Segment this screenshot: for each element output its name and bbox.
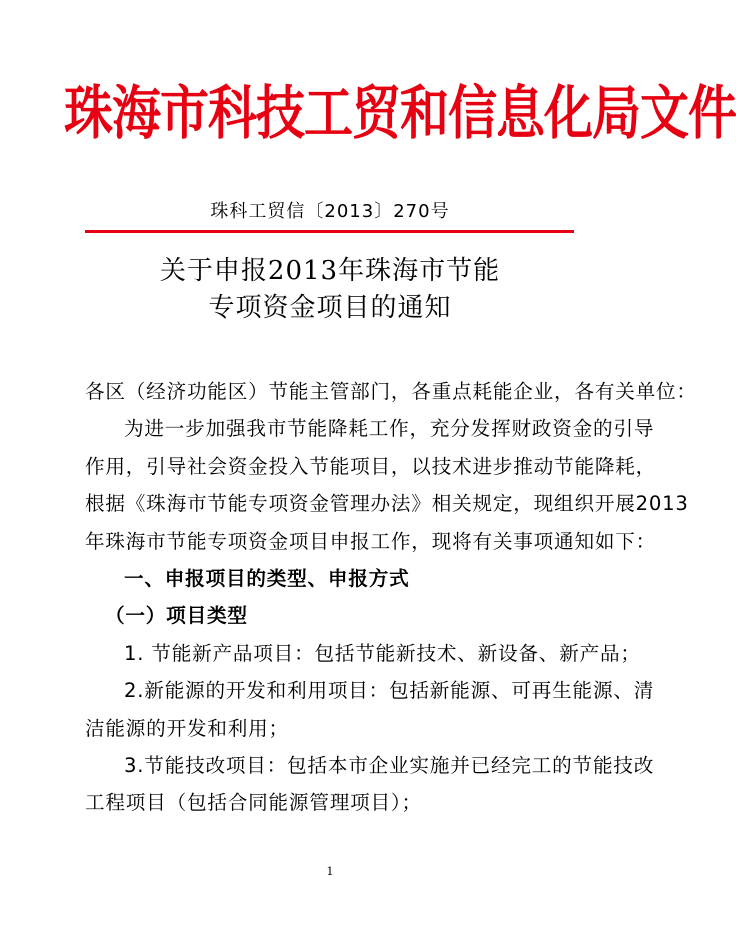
list-item-3-line-1: 3.节能技改项目：包括本市企业实施并已经完工的节能技改	[124, 754, 655, 778]
issuer-header-title: 珠海市科技工贸和信息化局文件	[64, 78, 736, 148]
intro-line-4: 年珠海市节能专项资金项目申报工作，现将有关事项通知如下：	[85, 529, 657, 553]
list-item-3-line-2: 工程项目（包括合同能源管理项目）；	[85, 791, 422, 815]
intro-line-1: 为进一步加强我市节能降耗工作，充分发挥财政资金的引导	[124, 417, 655, 441]
document-number: 珠科工贸信〔2013〕270号	[210, 201, 450, 222]
page-number: 1	[326, 865, 334, 878]
list-item-1: 1. 节能新产品项目：包括节能新技术、新设备、新产品；	[124, 641, 641, 665]
red-divider-line	[85, 230, 574, 233]
notice-title-line-1: 关于申报2013年珠海市节能	[159, 256, 501, 286]
notice-body	[85, 373, 697, 822]
list-item-2-line-2: 洁能源的开发和利用；	[85, 716, 289, 740]
intro-line-3: 根据《珠海市节能专项资金管理办法》相关规定，现组织开展2013	[85, 492, 689, 516]
recipients-line: 各区（经济功能区）节能主管部门，各重点耗能企业，各有关单位：	[85, 380, 697, 403]
subsection-heading: （一）项目类型	[105, 604, 248, 628]
intro-line-2: 作用，引导社会资金投入节能项目，以技术进步推动节能降耗，	[85, 454, 657, 478]
list-item-2-line-1: 2.新能源的开发和利用项目：包括新能源、可再生能源、清	[124, 679, 655, 703]
notice-title	[0, 253, 660, 327]
section-heading: 一、申报项目的类型、申报方式	[124, 567, 410, 591]
notice-title-line-2: 专项资金项目的通知	[208, 293, 452, 323]
